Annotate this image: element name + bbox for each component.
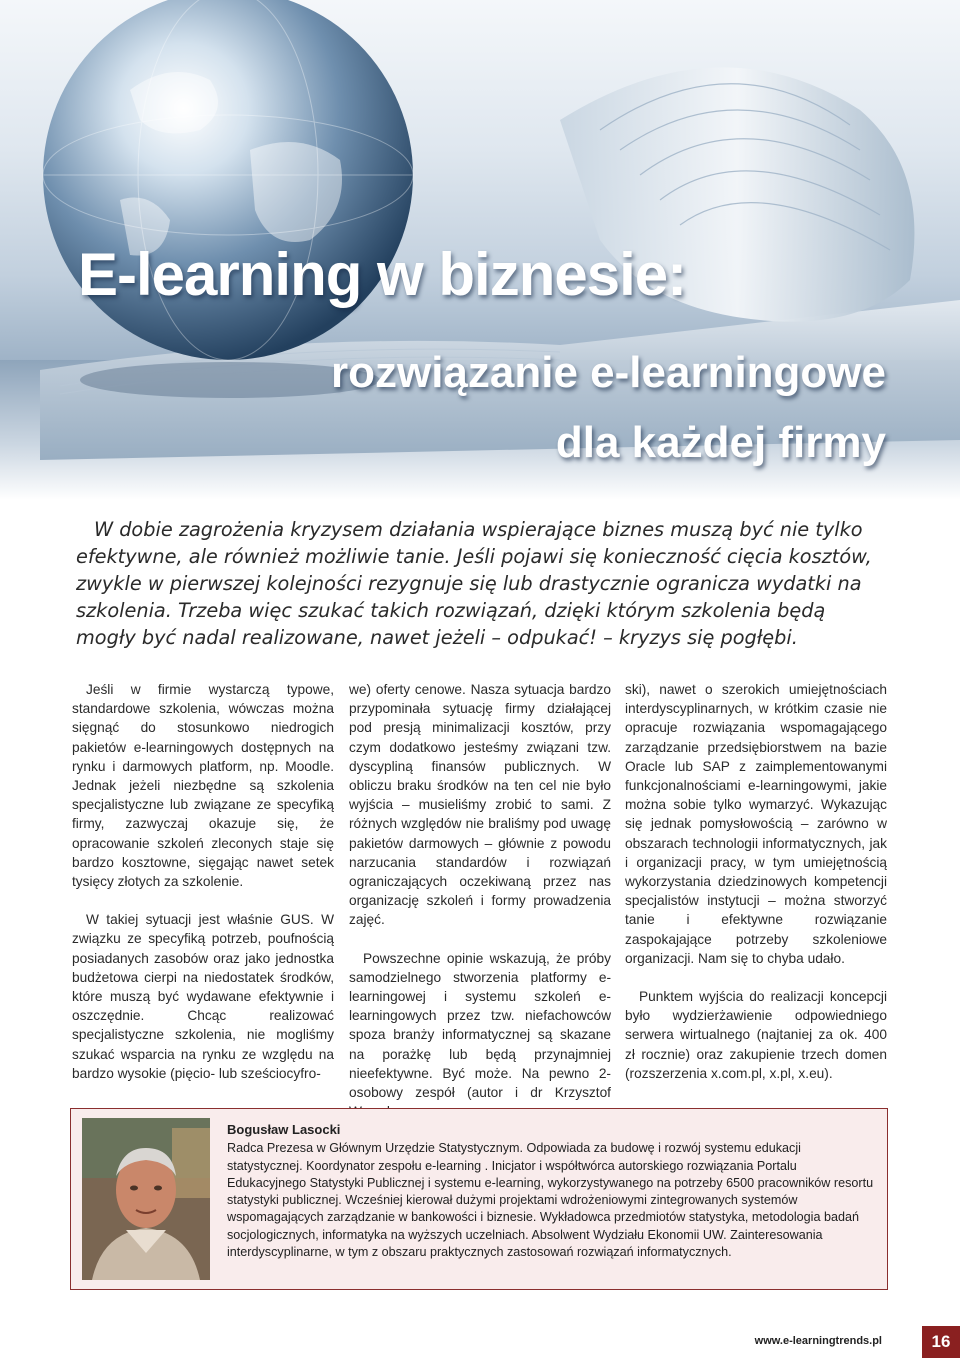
author-name: Bogusław Lasocki — [227, 1122, 341, 1137]
text-column-2 — [349, 680, 611, 1140]
page-number: 16 — [922, 1326, 960, 1358]
text-column-3 — [625, 680, 887, 1102]
paragraph: Jeśli w firmie wystarczą typowe, standardowe szkolenia, wówczas można sięgnąć do stosunkowo niedrogich pakietów e-learningowych dostępnych na rynku i darmowych platform, np. Moodle. Jednak jeżeli niezbędne są szkolenia specjalistyczne lub związane ze specyfiką firmy, zazwyczaj okazuje się, że opracowanie szkoleń zleconych staje się bardzo kosztowne, sięgając nawet setek tysięcy złotych za szkolenie. — [72, 682, 334, 890]
article-subtitle-line1: rozwiązanie e-learningowe — [330, 348, 886, 397]
website-url[interactable]: www.e-learningtrends.pl — [754, 1335, 882, 1347]
author-photo — [82, 1118, 210, 1280]
article-title: E-learning w biznesie: — [78, 241, 687, 308]
paragraph: W takiej sytuacji jest właśnie GUS. W związku ze specyfiką potrzeb, poufnością posiadanych zasobów oraz jako jednostka budżetowa cierpi na niedostatek środków, które muszą być wydawane efektywnie i oszczędnie. Chcąc realizować specjalistyczne szkolenia, nie mogliśmy szukać wsparcia na rynku ze względu na bardzo wysokie (pięcio- lub sześciocyfro- — [72, 912, 334, 1081]
author-bio-box — [70, 1108, 888, 1290]
paragraph: we) oferty cenowe. Nasza sytuacja bardzo przypominała sytuację firmy działającej pod presją minimalizacji kosztów, przy czym dodatkowo jesteśmy związani tzw. dyscypliną finansów publicznych. W obliczu braku środków na ten cel nie było wyjścia – musieliśmy zrobić to sami. Z różnych względów nie braliśmy pod uwagę pakietów darmowych – głównie z powodu narzucania standardów i rozwiązań ograniczających oczekiwaną przez nas organizację szkoleń i formy prowadzenia zajęć. — [349, 682, 611, 928]
portrait-image — [82, 1118, 210, 1280]
author-description: Radca Prezesa w Głównym Urzędzie Statystycznym. Odpowiada za budowę i rozwój systemu edukacji statystycznej. Koordynator zespołu e-learning . Inicjator i współtwórca autorskiego rozwiązania Portalu Edukacyjnego Statystyki Publicznej i systemu e-learning, wykorzystywanego na potrzeby 6500 pracowników resortu statystyki publicznej. Wcześniej kierował dużymi projektami wdrożeniowymi zintegrowanych systemów wspomagających zarządzanie w bankowości i biznesie. Wykładowca przedmiotów statystyka, metodologia badań socjologicznych, informatyka na wyższych uczelniach. Absolwent Wydziału Ekonomii UW. Zainteresowania interdyscyplinarne, w tym z obszaru praktycznych zastosowań rozwiązań informatycznych. — [227, 1141, 874, 1260]
paragraph: Punktem wyjścia do realizacji koncepcji było wydzierżawienie odpowiedniego serwera wirtualnego (najtaniej za ok. 400 zł rocznie) oraz zakupienie trzech domen (rozszerzenia x.com.pl, x.pl, x.eu). — [625, 989, 887, 1081]
text-column-1 — [72, 680, 334, 1102]
paragraph: ski), nawet o szerokich umiejętnościach interdyscyplinarnych, w krótkim czasie nie opracuje rozwiązania wspomagającego zarządzanie przedsiębiorstwem na bazie Oracle lub SAP z zaimplementowanymi funkcjonalnościami e-learningowymi, jakie można sobie tylko wymarzyć. Wykazując się jednak pomysłowością – zarówno w obszarach technologii informatycznych, jak i organizacji pracy, w tym umiejętnością wykorzystania dziedzinowych kompetencji specjalistów instytucji – można stworzyć tanie i efektywne rozwiązanie zaspokajające potrzeby szkoleniowe organizacji. Nam się to chyba udało. — [625, 682, 887, 966]
hero-banner — [0, 0, 960, 500]
author-bio — [227, 1121, 875, 1261]
paragraph: Powszechne opinie wskazują, że próby samodzielnego stworzenia platformy e-learningowej i systemu szkoleń e-learningowych przez tzw. niefachowców spoza branży informatycznej są skazane na porażkę lub będą przynajmniej nieefektywne. Być może. Na pewno 2-osobowy zespół (autor i dr Krzysztof — [349, 950, 611, 1101]
lead-paragraph: W dobie zagrożenia kryzysem działania wspierające biznes muszą być nie tylko efektywne, ale również możliwie tanie. Jeśli pojawi się konieczność cięcia kosztów, zwykle w pierwszej kolejności rezygnuje się lub drastycznie ogranicza wydatki na szkolenia. Trzeba więc szukać takich rozwiązań, dzięki którym szkolenia będą mogły być nadal realizowane, nawet jeżeli – odpukać! – kryzys się pogłębi. — [76, 518, 872, 649]
article-subtitle-line2: dla każdej firmy — [555, 418, 886, 467]
